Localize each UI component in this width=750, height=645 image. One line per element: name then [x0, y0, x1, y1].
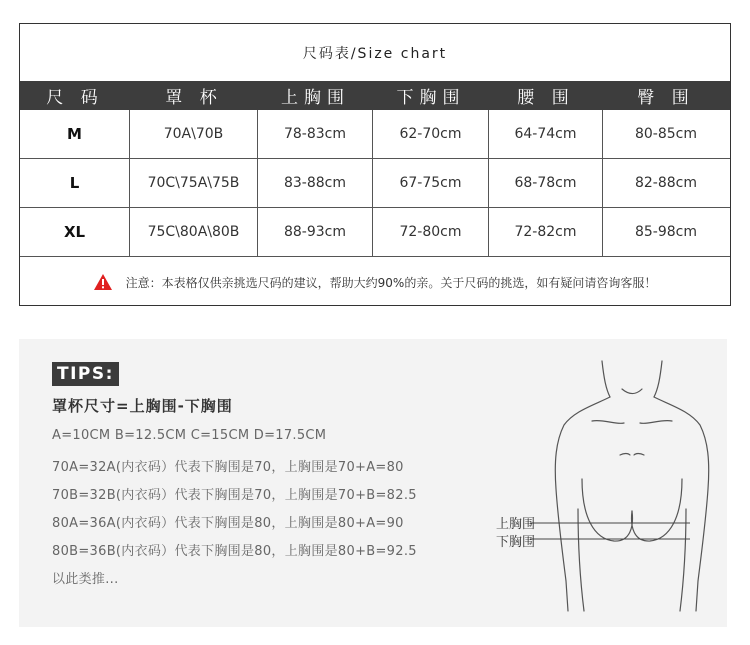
cell-waist: 68-78cm — [489, 159, 603, 207]
cell-upper-bust: 88-93cm — [258, 208, 373, 256]
cell-waist: 64-74cm — [489, 110, 603, 158]
cell-cup: 70A\70B — [130, 110, 258, 158]
tips-line: 70B=32B(内衣码）代表下胸围是70，上胸围是70+B=82.5 — [52, 488, 417, 503]
torso-illustration-icon — [474, 349, 724, 619]
size-chart — [19, 23, 731, 306]
header-upper-bust: 上胸围 — [281, 88, 350, 108]
tips-line: 80A=36A(内衣码）代表下胸围是80，上胸围是80+A=90 — [52, 516, 404, 531]
cell-size: XL — [20, 208, 130, 256]
tips-badge: TIPS: — [52, 362, 119, 386]
tips-line: 以此类推... — [52, 572, 119, 587]
cell-hip: 82-88cm — [634, 175, 697, 191]
header-size: 尺 码 — [46, 88, 104, 108]
tips-line: 70A=32A(内衣码）代表下胸围是70，上胸围是70+A=80 — [52, 460, 404, 475]
chart-title: 尺码表/Size chart — [302, 45, 448, 62]
tips-line: 80B=36B(内衣码）代表下胸围是80，上胸围是80+B=92.5 — [52, 544, 417, 559]
cell-hip: 85-98cm — [634, 224, 697, 240]
cell-under-bust: 72-80cm — [373, 208, 489, 256]
header-hip: 臀 围 — [637, 88, 695, 108]
cell-under-bust: 67-75cm — [373, 159, 489, 207]
upper-bust-label: 上胸围 — [496, 517, 536, 532]
cell-upper-bust: 78-83cm — [258, 110, 373, 158]
cell-under-bust: 62-70cm — [373, 110, 489, 158]
cell-upper-bust: 83-88cm — [258, 159, 373, 207]
header-cup: 罩 杯 — [165, 88, 223, 108]
tips-line: A=10CM B=12.5CM C=15CM D=17.5CM — [52, 428, 327, 443]
size-note — [20, 257, 730, 307]
table-row — [20, 110, 730, 159]
cell-cup: 70C\75A\75B — [130, 159, 258, 207]
table-row — [20, 159, 730, 208]
tips-heading: 罩杯尺寸=上胸围-下胸围 — [52, 397, 233, 415]
cell-size: L — [20, 159, 130, 207]
header-under-bust: 下胸围 — [396, 88, 466, 108]
tips-panel — [19, 339, 727, 627]
table-row — [20, 208, 730, 257]
table-header — [20, 81, 730, 110]
cell-waist: 72-82cm — [489, 208, 603, 256]
cell-hip: 80-85cm — [634, 126, 697, 142]
header-waist: 腰 围 — [517, 88, 575, 108]
under-bust-label: 下胸围 — [496, 535, 536, 550]
note-text: 注意：本表格仅供亲挑选尺码的建议，帮助大约90%的亲。关于尺码的挑选，如有疑问请咨询客服！ — [125, 275, 657, 290]
bust-measure-figure — [474, 349, 724, 619]
warning-triangle-icon — [94, 274, 112, 290]
cell-size: M — [20, 110, 130, 158]
cell-cup: 75C\80A\80B — [130, 208, 258, 256]
